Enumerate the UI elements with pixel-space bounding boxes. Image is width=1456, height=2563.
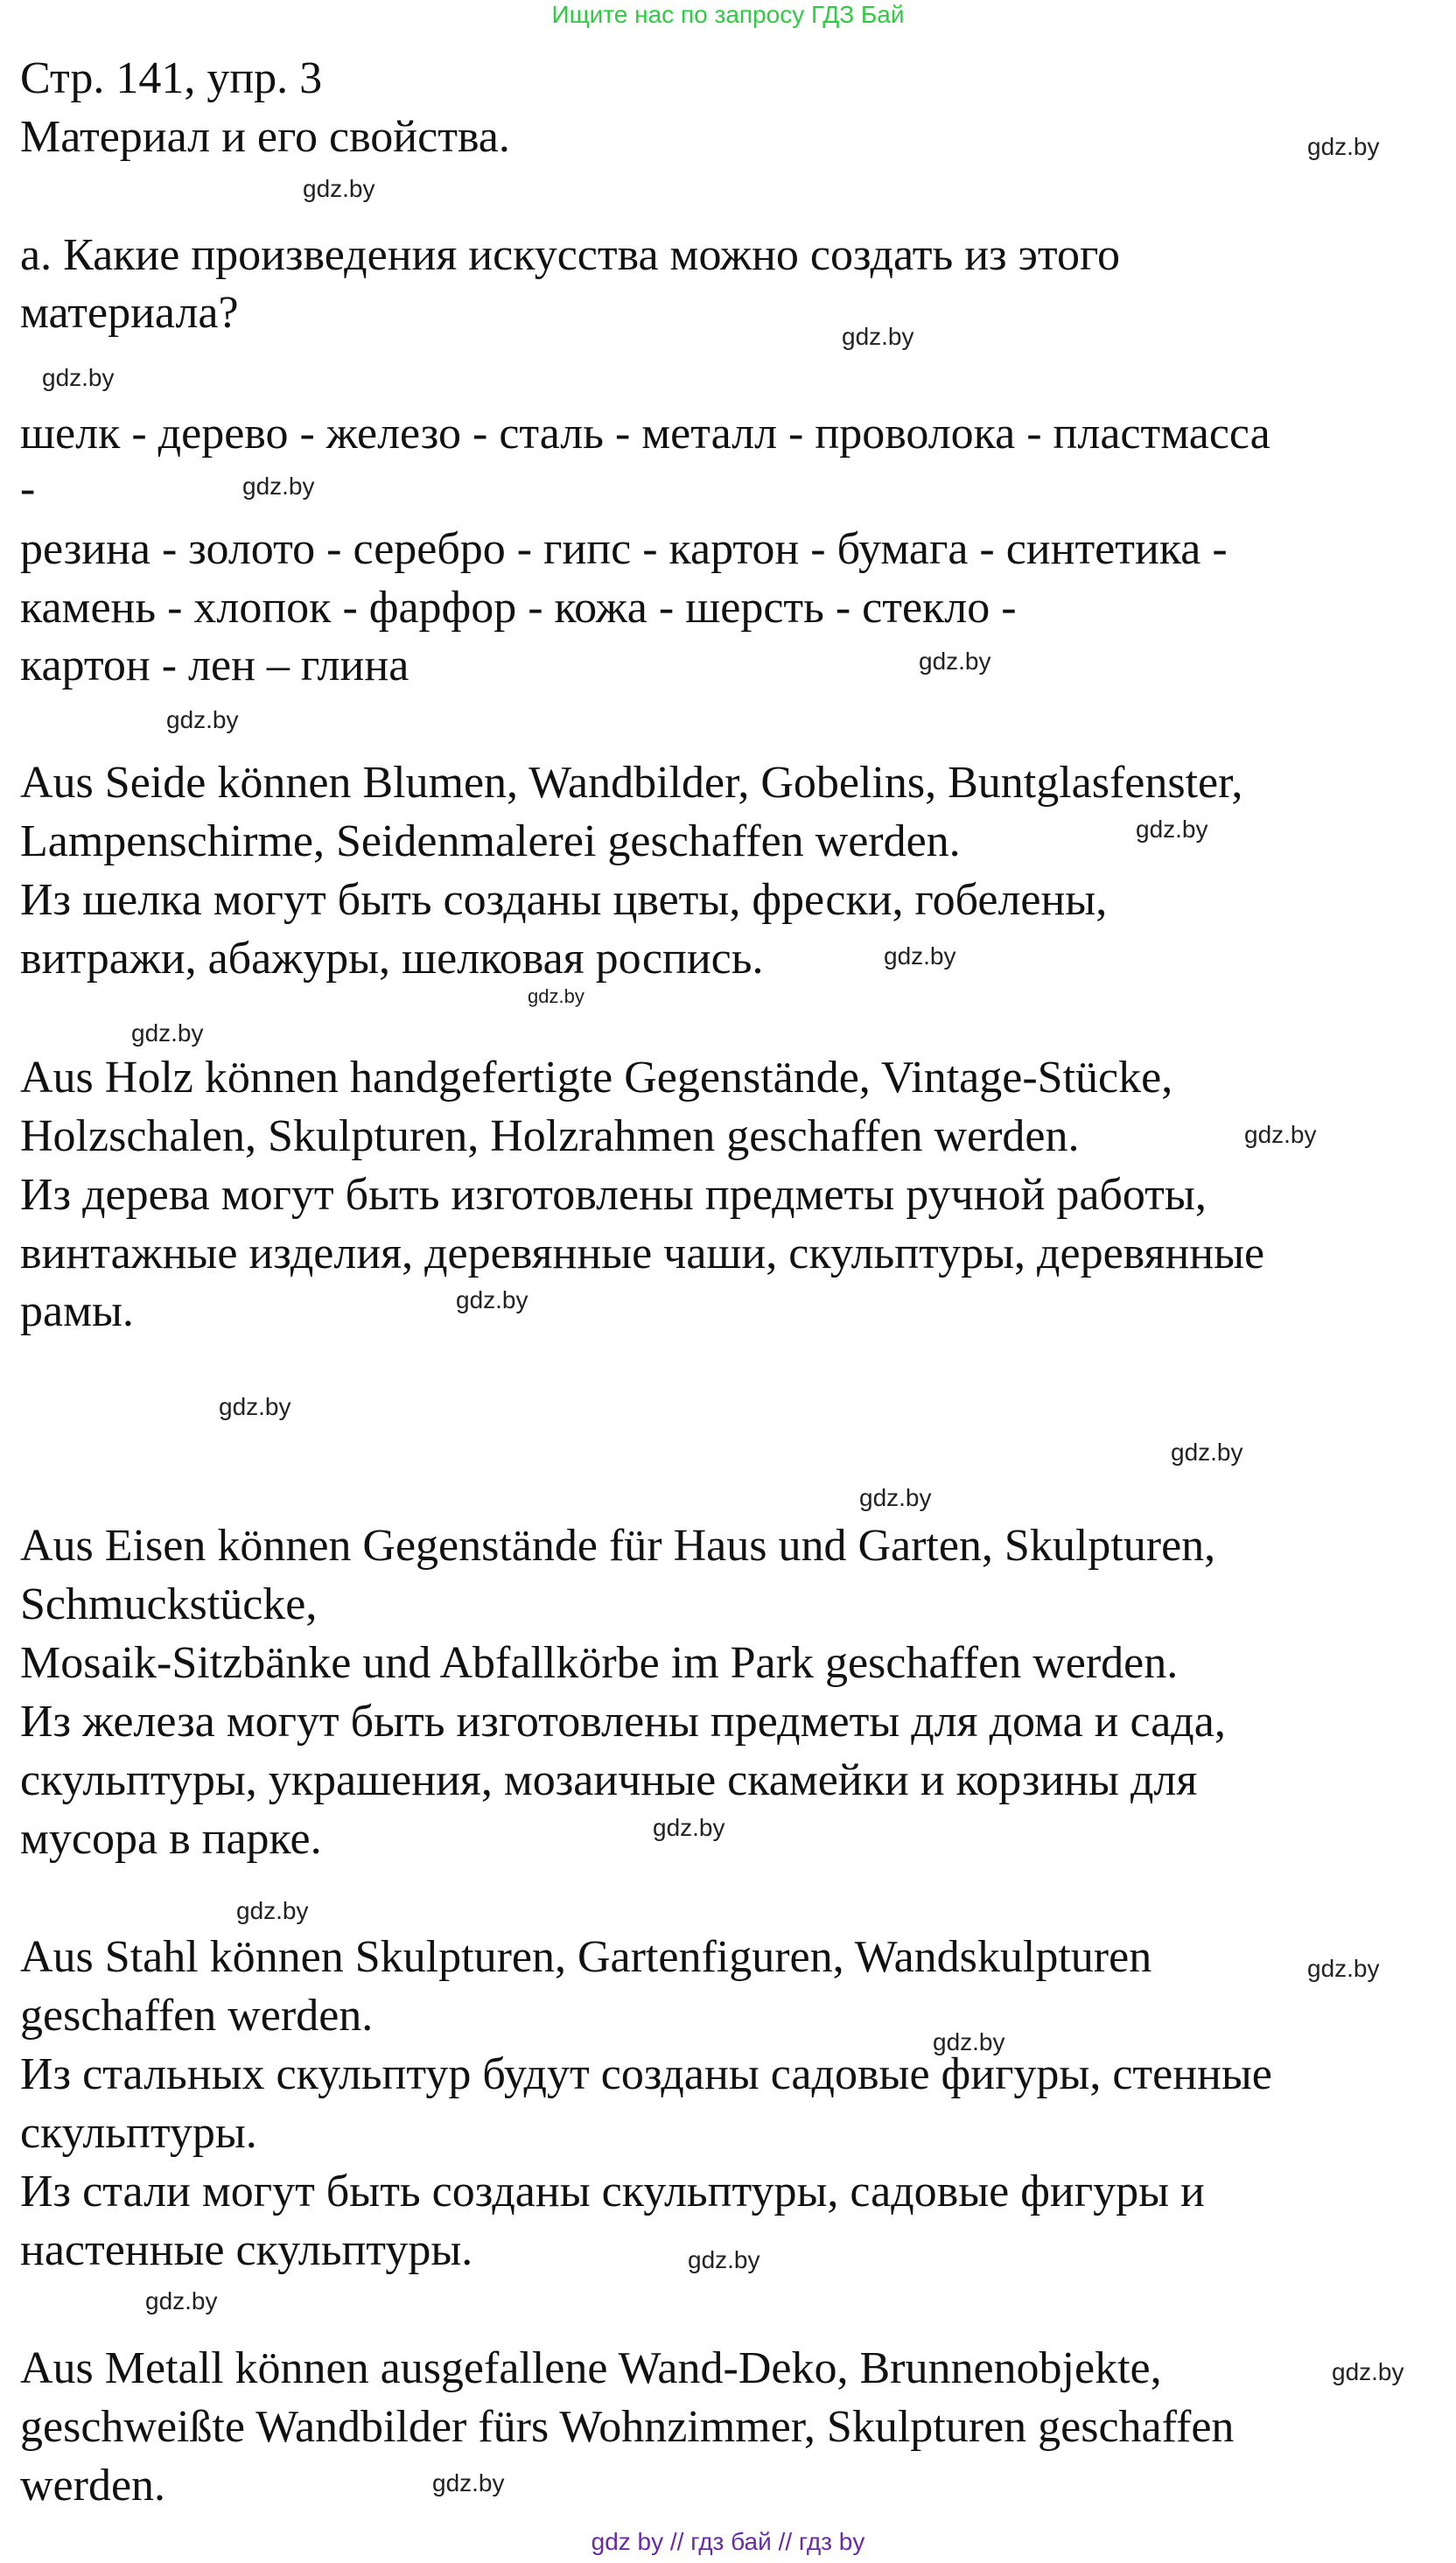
watermark: gdz.by	[166, 706, 239, 733]
watermark: gdz.by	[42, 364, 115, 391]
watermark: gdz.by	[919, 648, 991, 675]
silk-ru-line-2: витражи, абажуры, шелковая роспись.	[20, 934, 764, 984]
watermark: gdz.by	[456, 1286, 528, 1313]
watermark: gdz.by	[236, 1897, 309, 1924]
watermark: gdz.by	[242, 473, 315, 500]
materials-line-4: камень - хлопок - фарфор - кожа - шерсть - стекло -	[20, 583, 1017, 633]
wood-ru-line-3: рамы.	[20, 1286, 134, 1336]
steel-ru-line-3: Из стали могут быть созданы скульптуры, садовые фигуры и	[20, 2167, 1205, 2216]
iron-de-line-3: Mosaik-Sitzbänke und Abfallkörbe im Park geschaffen werden.	[20, 1638, 1179, 1688]
watermark: gdz.by	[219, 1393, 291, 1420]
watermark: gdz.by	[1244, 1121, 1317, 1148]
wood-ru-line-2: винтажные изделия, деревянные чаши, скульптуры, деревянные	[20, 1229, 1265, 1278]
metal-de-line-3: werden.	[20, 2461, 166, 2510]
watermark: gdz.by	[884, 942, 956, 970]
footer-links[interactable]: gdz by // гдз бай // гдз by	[591, 2528, 865, 2555]
watermark: gdz.by	[145, 2287, 218, 2314]
watermark: gdz.by	[1307, 133, 1380, 160]
wood-de-line-2: Holzschalen, Skulpturen, Holzrahmen geschaffen werden.	[20, 1111, 1080, 1161]
watermark: gdz.by	[653, 1814, 725, 1841]
iron-ru-line-1: Из железа могут быть изготовлены предметы для дома и сада,	[20, 1697, 1226, 1747]
wood-de-line-1: Aus Holz können handgefertigte Gegenstände, Vintage-Stücke,	[20, 1053, 1173, 1103]
iron-de-line-1: Aus Eisen können Gegenstände für Haus und Garten, Skulpturen,	[20, 1521, 1216, 1571]
silk-ru-line-1: Из шелка могут быть созданы цветы, фрески, гобелены,	[20, 875, 1108, 925]
metal-de-line-2: geschweißte Wandbilder fürs Wohnzimmer, Skulpturen geschaffen	[20, 2402, 1235, 2452]
watermark: gdz.by	[933, 2028, 1005, 2055]
question-line-2: материала?	[20, 288, 239, 338]
materials-line-5: картон - лен – глина	[20, 641, 410, 690]
watermark: gdz.by	[303, 175, 375, 202]
watermark: gdz.by	[1171, 1439, 1243, 1466]
page-subtitle: Материал и его свойства.	[20, 112, 510, 162]
steel-ru-line-4: настенные скульптуры.	[20, 2225, 473, 2275]
silk-de-line-1: Aus Seide können Blumen, Wandbilder, Gobelins, Buntglasfenster,	[20, 758, 1243, 808]
watermark: gdz.by	[1307, 1955, 1380, 1982]
materials-line-3: резина - золото - серебро - гипс - картон - бумага - синтетика -	[20, 524, 1228, 574]
watermark: gdz.by	[432, 2469, 505, 2496]
steel-ru-line-1: Из стальных скульптур будут созданы садовые фигуры, стенные	[20, 2049, 1272, 2099]
materials-line-1: шелк - дерево - железо - сталь - металл - проволока - пластмасса	[20, 409, 1270, 459]
wood-ru-line-1: Из дерева могут быть изготовлены предметы ручной работы,	[20, 1170, 1207, 1220]
watermark: gdz.by	[1332, 2358, 1404, 2385]
iron-ru-line-3: мусора в парке.	[20, 1814, 322, 1864]
iron-ru-line-2: скульптуры, украшения, мозаичные скамейки и корзины для	[20, 1755, 1198, 1805]
page-title: Стр. 141, упр. 3	[20, 53, 323, 103]
steel-ru-line-2: скульптуры.	[20, 2108, 257, 2158]
materials-line-2: -	[20, 464, 36, 514]
iron-de-line-2: Schmuckstücke,	[20, 1579, 318, 1629]
steel-de-line-1: Aus Stahl können Skulpturen, Gartenfiguren, Wandskulpturen	[20, 1932, 1152, 1982]
watermark: gdz.by	[131, 1019, 204, 1047]
watermark: gdz.by	[859, 1484, 932, 1511]
watermark: gdz.by	[1136, 816, 1208, 843]
silk-de-line-2: Lampenschirme, Seidenmalerei geschaffen werden.	[20, 816, 961, 866]
watermark: gdz.by	[528, 985, 584, 1007]
watermark: gdz.by	[842, 323, 914, 350]
question-line-1: a. Какие произведения искусства можно создать из этого	[20, 230, 1120, 280]
steel-de-line-2: geschaffen werden.	[20, 1991, 374, 2041]
search-hint-link[interactable]: Ищите нас по запросу ГДЗ Бай	[551, 1, 905, 28]
watermark: gdz.by	[688, 2246, 760, 2273]
metal-de-line-1: Aus Metall können ausgefallene Wand-Deko, Brunnenobjekte,	[20, 2343, 1162, 2393]
